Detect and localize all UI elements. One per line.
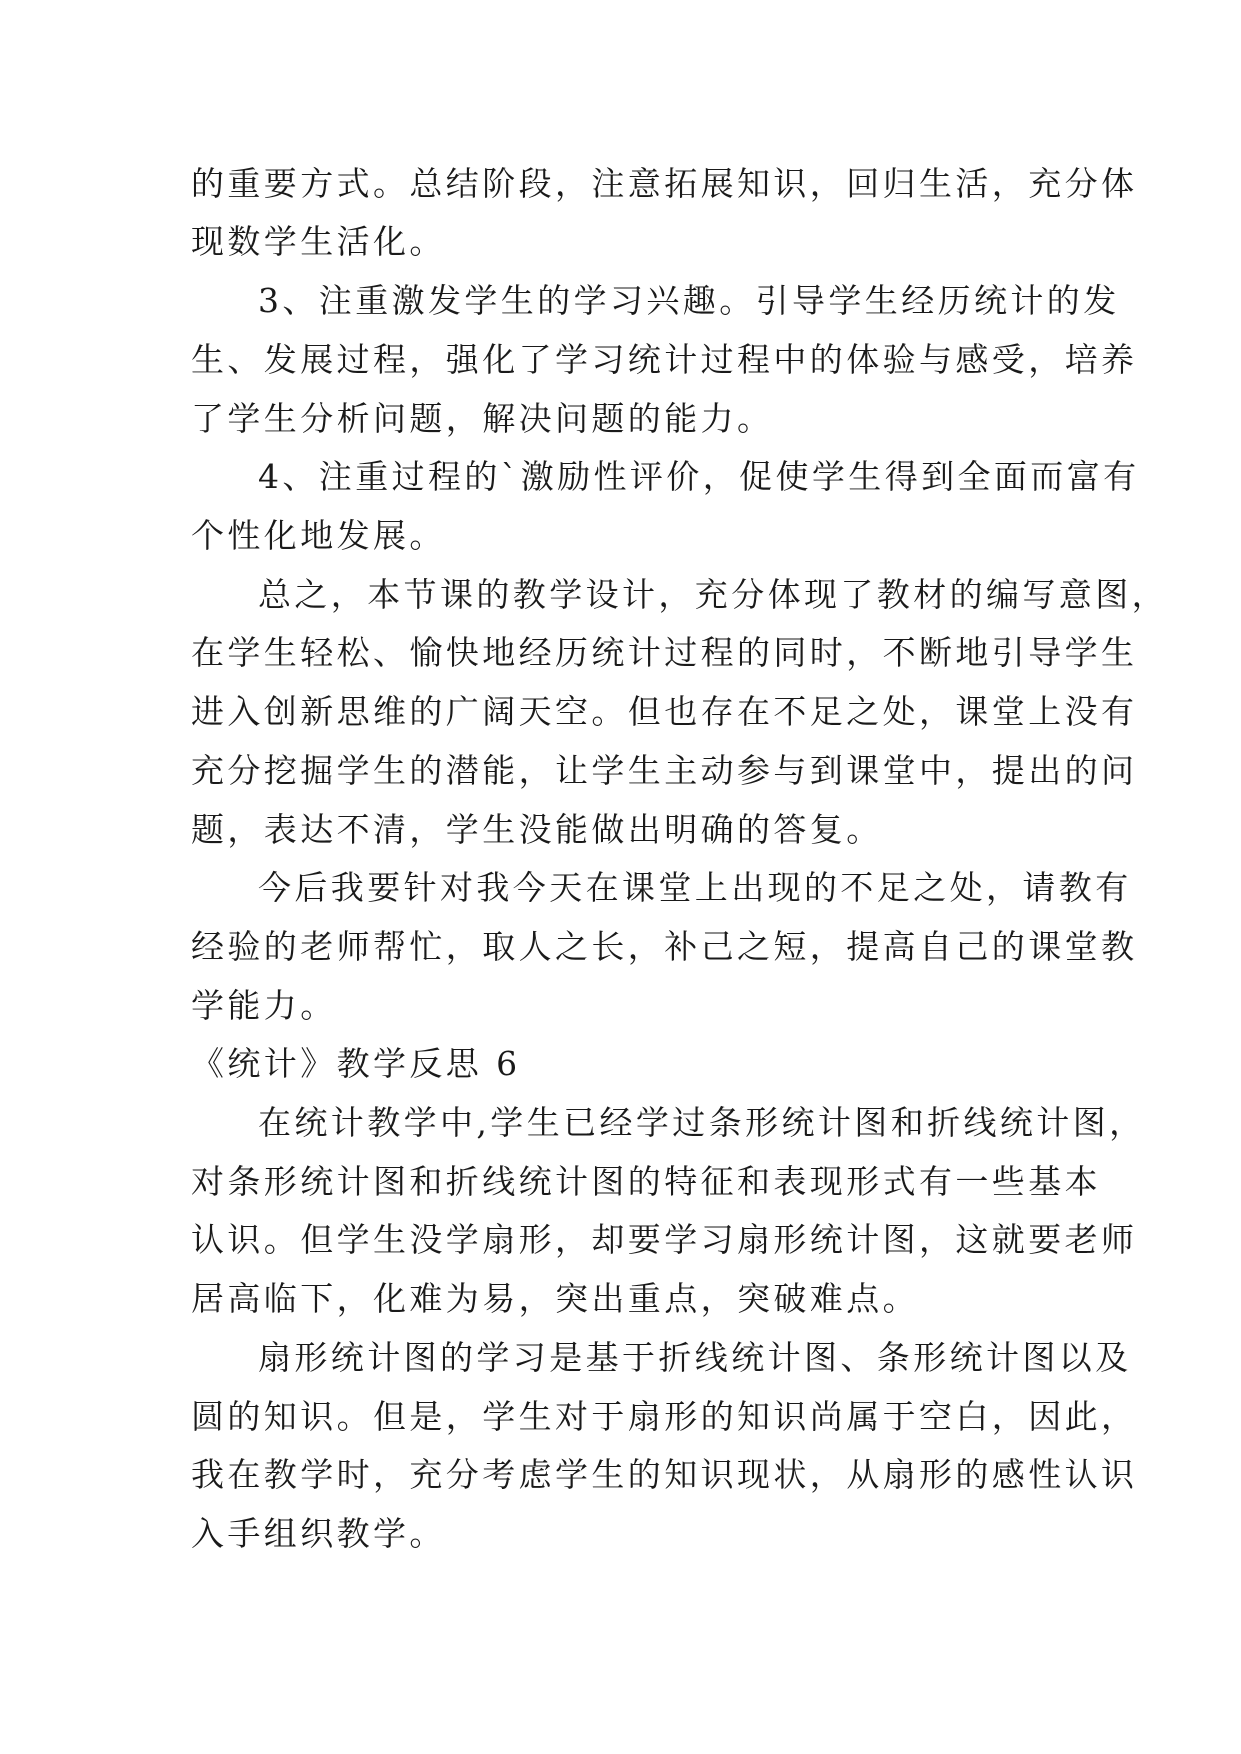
text-line: 生、发展过程，强化了学习统计过程中的体验与感受，培养 xyxy=(191,340,1138,379)
text-line: 今后我要针对我今天在课堂上出现的不足之处，请教有 xyxy=(258,868,1132,907)
text-line: 个性化地发展。 xyxy=(191,516,446,555)
text-line: 扇形统计图的学习是基于折线统计图、条形统计图以及 xyxy=(258,1338,1132,1377)
text-line: 了学生分析问题，解决问题的能力。 xyxy=(191,399,774,438)
text-line: 3、注重激发学生的学习兴趣。引导学生经历统计的发 xyxy=(258,281,1120,320)
text-line: 经验的老师帮忙，取人之长，补己之短，提高自己的课堂教 xyxy=(191,927,1138,966)
text-line: 认识。但学生没学扇形，却要学习扇形统计图，这就要老师 xyxy=(191,1220,1138,1259)
text-line: 4、注重过程的`激励性评价，促使学生得到全面而富有 xyxy=(258,457,1140,496)
text-line: 居高临下，化难为易，突出重点，突破难点。 xyxy=(191,1279,919,1318)
text-line: 的重要方式。总结阶段，注意拓展知识，回归生活，充分体 xyxy=(191,164,1138,203)
text-line: 总之，本节课的教学设计，充分体现了教材的编写意图， xyxy=(258,575,1168,614)
text-line: 在学生轻松、愉快地经历统计过程的同时，不断地引导学生 xyxy=(191,633,1138,672)
text-line: 我在教学时，充分考虑学生的知识现状，从扇形的感性认识 xyxy=(191,1455,1138,1494)
text-line: 进入创新思维的广阔天空。但也存在不足之处，课堂上没有 xyxy=(191,692,1138,731)
text-line: 学能力。 xyxy=(191,986,337,1025)
section-heading: 《统计》教学反思 6 xyxy=(191,1044,521,1083)
text-line: 充分挖掘学生的潜能，让学生主动参与到课堂中，提出的问 xyxy=(191,751,1138,790)
text-line: 现数学生活化。 xyxy=(191,222,446,261)
text-line: 题，表达不清，学生没能做出明确的答复。 xyxy=(191,810,883,849)
text-line: 圆的知识。但是，学生对于扇形的知识尚属于空白，因此， xyxy=(191,1397,1138,1436)
text-line: 入手组织教学。 xyxy=(191,1514,446,1553)
text-line: 对条形统计图和折线统计图的特征和表现形式有一些基本 xyxy=(191,1162,1101,1201)
text-line: 在统计教学中,学生已经学过条形统计图和折线统计图， xyxy=(258,1103,1146,1142)
